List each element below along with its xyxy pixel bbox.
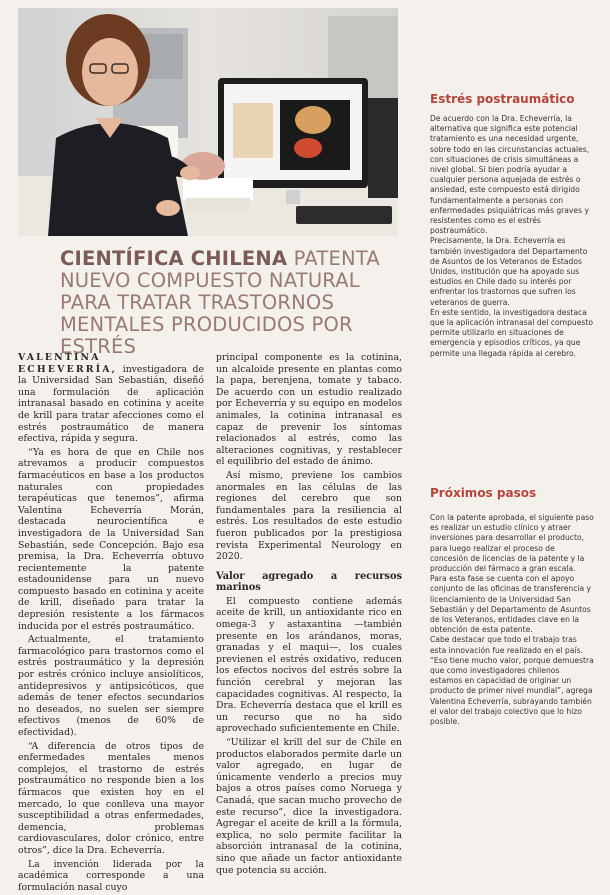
article-paragraph: El compuesto contiene además aceite de krill, un antioxidante rico en omega-3 y astaxantina —también presente en los arándanos, moras, granadas y el maqui—, los cuales previenen el estrés oxidativo, reducen los efectos nocivos del estrés sobre la función cerebral y mejoran las capacidades cognitivas. Al respecto, la Dra. Echeverría destaca que el krill es un recurso que no ha sido aprovechado suficientemente en Chile. <box>216 595 402 735</box>
section-subheading: Valor agregado a recursos marinos <box>216 570 402 594</box>
lead-text: investigadora de la Universidad San Sebastián, diseñó una formulación de aplicación intranasal basado en cotinina y aceite de krill para tratar afecciones como el estrés postraumático de manera efectiva, rápida y segura. <box>18 363 204 445</box>
sidebar-paragraph: Cabe destacar que todo el trabajo tras esta innovación fue realizado en el país. “Eso tiene mucho valor, porque demuestra que como investigadores chilenos estamos en capacidad de originar un producto de primer nivel mundial”, agrega Valentina Echeverría, subrayando también el valor del trabajo colectivo que lo hizo posible. <box>430 635 594 727</box>
keyboard <box>296 206 392 224</box>
article-lead <box>18 352 204 445</box>
sidebar <box>424 0 596 806</box>
sidebar-section-ptsd <box>430 114 594 359</box>
article-paragraph: La invención liderada por la académica corresponde a una formulación nasal cuyo <box>18 858 204 893</box>
headline-rest: PATENTA NUEVO COMPUESTO NATURAL PARA TRATAR TRASTORNOS MENTALES PRODUCIDOS POR ESTRÉS <box>60 247 380 358</box>
article-column-1 <box>18 352 204 895</box>
article-paragraph: principal componente es la cotinina, un alcaloide presente en plantas como la papa, berenjena, tomate y tabaco. De acuerdo con un estudio realizado por Echeverría y su equipo en modelos animales, la cotinina intranasal es capaz de prevenir los síntomas relacionados al estrés, como las alteraciones cognitivas, y restablecer el equilibrio del estado de ánimo. <box>216 352 402 468</box>
article-paragraph: “Utilizar el krill del sur de Chile en productos elaborados permite darle un valor agregado, en lugar de únicamente venderlo a precios muy bajos a otros países como Noruega y Canadá, que sacan mucho provecho de este recurso”, dice la investigadora. Agregar el aceite de krill a la fórmula, explica, no solo permite facilitar la absorción intranasal de la cotinina, sino que añade un factor antioxidante que potencia su acción. <box>216 737 402 876</box>
article-paragraph: Así mismo, previene los cambios anormales en las células de las regiones del cerebro que son fundamentales para la resiliencia al estrés. Los resultados de este estudio fueron publicados por la prestigiosa revista Experimental Neurology en 2020. <box>216 469 402 563</box>
headline-strong: CIENTÍFICA CHILENA <box>60 247 288 270</box>
sidebar-heading-next-steps: Próximos pasos <box>430 486 537 500</box>
byline: VALENTINA ECHEVERRÍA, <box>18 352 118 375</box>
sidebar-heading-ptsd: Estrés postraumático <box>430 92 575 106</box>
article-photo <box>18 8 398 236</box>
article-paragraph: “Ya es hora de que en Chile nos atrevamos a producir compuestos farmacéuticos en base a los productos naturales con propiedades terapéuticas que tenemos”, afirma Valentina Echeverría Morán, destacada neurocientífica e investigadora de la Universidad San Sebastián, sede Concepción. Bajo esa premisa, la Dra. Echeverría obtuvo recientemente la patente estadounidense para un nuevo compuesto basado en cotinina y aceite de krill, diseñado para tratar la depresión resistente a los fármacos inducida por el estrés postraumático. <box>18 446 204 632</box>
article-paragraph: “A diferencia de otros tipos de enfermedades mentales menos complejos, el trastorno de estrés postraumático no responde bien a los fármacos que existen hoy en el mercado, lo que conlleva una mayor susceptibilidad a otras enfermedades, demencia, problemas cardiovasculares, dolor crónico, entre otros”, dice la Dra. Echeverría. <box>18 740 204 856</box>
sidebar-section-next-steps <box>430 513 594 727</box>
sidebar-paragraph: Precisamente, la Dra. Echeverría es también investigadora del Departamento de Asuntos de los Veteranos de Estados Unidos, institución que ha apoyado sus estudios en Chile dado su interés por enfrentar los trastornos que sufren los veteranos de guerra. <box>430 236 588 307</box>
headline <box>60 248 400 358</box>
sidebar-paragraph: En este sentido, la investigadora destaca que la aplicación intranasal del compuesto permite utilizarlo en situaciones de emergencia y episodios críticos, ya que permite una llegada rápida al cerebro. <box>430 307 593 358</box>
article-column-2 <box>216 352 402 878</box>
sidebar-paragraph: Con la patente aprobada, el siguiente paso es realizar un estudio clínico y atraer inversiones para desarrollar el producto, para luego realizar el proceso de concesión de licencias de la patente y la producción del fármaco a gran escala. Para esta fase se cuenta con el apoyo conjunto de las oficinas de transferencia y licenciamiento de la Universidad San Sebastián y del Departamento de Asuntos de los Veteranos, entidades clave en la obtención de esta patente. <box>430 513 594 635</box>
sidebar-paragraph: De acuerdo con la Dra. Echeverría, la alternativa que significa este potencial tratamiento es una necesidad urgente, sobre todo en las circunstancias actuales, con situaciones de crisis simultáneas a nivel global. Si bien podría ayudar a cualquier persona aquejada de estrés o ansiedad, este compuesto está dirigido fundamentalmente a personas con enfermedades psiquiátricas más graves y resistentes como es el estrés postraumático. <box>430 114 590 236</box>
article-paragraph: Actualmente, el tratamiento farmacológico para trastornos como el estrés postraumático y la depresión por estrés crónico incluye ansiolíticos, antidepresivos y antipsicóticos, que además de tener efectos secundarios no deseados, no suelen ser siempre efectivos (menos de 60% de efectividad). <box>18 634 204 738</box>
